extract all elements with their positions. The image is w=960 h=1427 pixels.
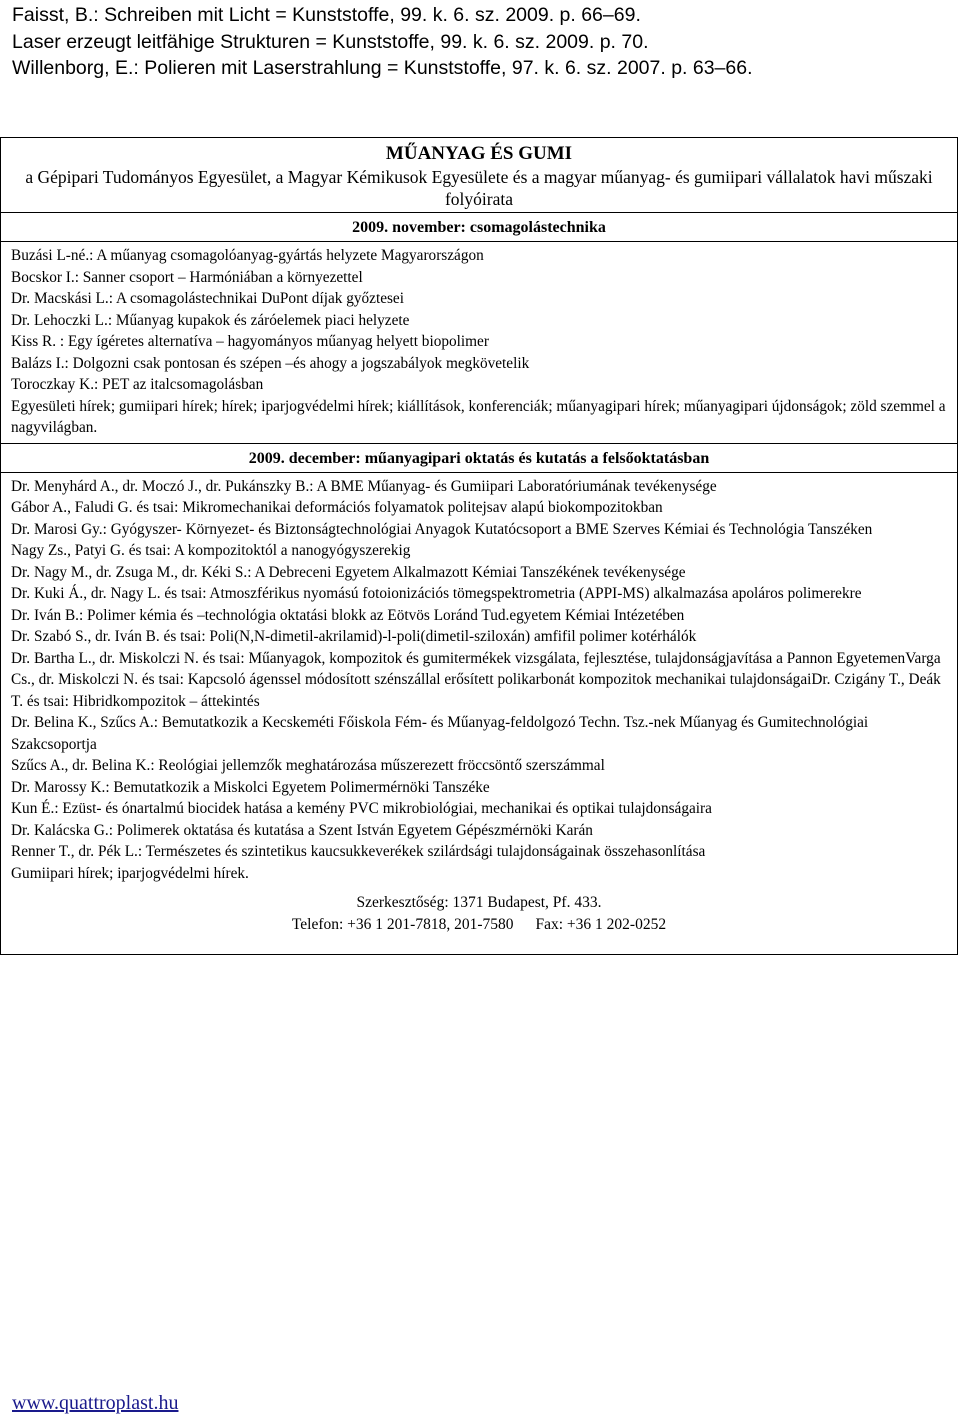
contents-item: Buzási L-né.: A műanyag csomagolóanyag-gyártás helyzete Magyarországon [11, 247, 484, 264]
phone-numbers: Telefon: +36 1 201-7818, 201-7580 [291, 915, 514, 933]
contents-item: Dr. Nagy M., dr. Zsuga M., dr. Kéki S.: A Debreceni Egyetem Alkalmazott Kémiai Tanszékének tevékenysége [11, 563, 686, 581]
imprint [1, 888, 957, 935]
contents-item: Dr. Menyhárd A., dr. Moczó J., dr. Pukánszky B.: A BME Műanyag- és Gumiipari Laboratóriumának tevékenysége [11, 477, 717, 495]
contents-item: Dr. Marosi Gy.: Gyógyszer- Környezet- és Biztonságtechnológiai Anyagok Kutatócsoport a BME Szerves Kémiai és Technológia Tanszéken [11, 520, 873, 538]
contents-item: Renner T., dr. Pék L.: Természetes és szintetikus kaucsukkeverékek szilárdsági tulajdonságainak összehasonlítása [11, 843, 706, 860]
reference-item: Laser erzeugt leitfähige Strukturen = Kunststoffe, 99. k. 6. sz. 2009. p. 70. [12, 30, 649, 53]
contents-item: Dr. Kalácska G.: Polimerek oktatása és kutatása a Szent István Egyetem Gépészmérnöki Karán [11, 821, 593, 839]
contents-item: Szűcs A., dr. Belina K.: Reológiai jellemzők meghatározása műszerezett fröccsöntő szerszámmal [11, 757, 605, 774]
contents-item: Dr. Marossy K.: Bemutatkozik a Miskolci Egyetem Polimermérnöki Tanszéke [11, 778, 490, 796]
contents-item: Gábor A., Faludi G. és tsai: Mikromechanikai deformációs folyamatok politejsav alapú biokompozitokban [11, 499, 663, 516]
reference-item: Willenborg, E.: Polieren mit Laserstrahlung = Kunststoffe, 97. k. 6. sz. 2007. p. 63–66. [12, 57, 753, 79]
reference-item: Faisst, B.: Schreiben mit Licht = Kunststoffe, 99. k. 6. sz. 2009. p. 66–69. [12, 4, 641, 26]
magazine-description: a Gépipari Tudományos Egyesület, a Magyar Kémikusok Egyesülete és a magyar műanyag- és gumiipari vállalatok havi műszaki folyóirata [25, 167, 933, 209]
contents-item: Dr. Bartha L., dr. Miskolczi N. és tsai: Műanyagok, kompozitok és gumitermékek vizsgálata, fejlesztése, tulajdonságjavítása a Pannon EgyetemenVarga Cs., dr. Miskolczi N. és tsai: Kapcsoló ágenssel módosított szénszállal erősített polikarbonát kompozitok mechanikai tulajdonságaiDr. Czigány T., Deák T. és tsai: Hibridkompozitok – áttekintés [11, 649, 941, 710]
website-link[interactable]: www.quattroplast.hu [12, 1392, 179, 1414]
magazine-title: MŰANYAG ÉS GUMI [385, 143, 573, 164]
editorial-address: Szerkesztőség: 1371 Budapest, Pf. 433. [356, 894, 602, 911]
contents-item: Dr. Iván B.: Polimer kémia és –technológia oktatási blokk az Eötvös Loránd Tud.egyetem Kémiai Intézetében [11, 606, 685, 624]
fax-number: Fax: +36 1 202-0252 [535, 915, 667, 933]
contact-line [1, 914, 957, 936]
contents-item: Kun É.: Ezüst- és ónartalmú biocidek hatása a kemény PVC mikrobiológiai, mechanikai és optikai tulajdonságaira [11, 800, 712, 817]
contents-item: Bocskor I.: Sanner csoport – Harmóniában a környezettel [11, 268, 363, 286]
november-contents [1, 242, 957, 444]
december-contents [1, 473, 957, 889]
contents-item: Kiss R. : Egy ígéretes alternatíva – hagyományos műanyag helyett biopolimer [11, 333, 489, 350]
contents-item: Gumiipari hírek; iparjogvédelmi hírek. [11, 864, 249, 882]
magazine-header [1, 138, 957, 213]
contents-item: Dr. Macskási L.: A csomagolástechnikai DuPont díjak győztesei [11, 290, 404, 307]
contents-item: Balázs I.: Dolgozni csak pontosan és szépen –és ahogy a jogszabályok megkövetelik [11, 354, 530, 372]
reference-list [12, 2, 952, 82]
contents-item: Nagy Zs., Patyi G. és tsai: A kompozitoktól a nanogyógyszerekig [11, 542, 411, 559]
contents-item: Dr. Belina K., Szűcs A.: Bemutatkozik a Kecskeméti Főiskola Fém- és Műanyag-feldolgozó Techn. Tsz.-nek Műanyag és Gumitechnológiai Szakcsoportja [11, 714, 869, 753]
contents-item: Egyesületi hírek; gumiipari hírek; hírek; iparjogvédelmi hírek; kiállítások, konferenciák; műanyagipari hírek; műanyagipari újdonságok; zöld szemmel a nagyvilágban. [11, 397, 946, 436]
magazine-box [0, 137, 958, 955]
contents-item: Dr. Kuki Á., dr. Nagy L. és tsai: Atmoszférikus nyomású fotoionizációs tömegspektrometria (APPI-MS) alkalmazása apoláros polimerekre [11, 585, 862, 602]
december-heading: 2009. december: műanyagipari oktatás és kutatás a felsőoktatásban [1, 444, 957, 473]
contents-item: Dr. Lehoczki L.: Műanyag kupakok és záróelemek piaci helyzete [11, 311, 410, 329]
november-heading: 2009. november: csomagolástechnika [1, 213, 957, 242]
contents-item: Dr. Szabó S., dr. Iván B. és tsai: Poli(N,N-dimetil-akrilamid)-l-poli(dimetil-sziloxán) amfifil polimer kotérhálók [11, 628, 697, 645]
contents-item: Toroczkay K.: PET az italcsomagolásban [11, 376, 264, 393]
